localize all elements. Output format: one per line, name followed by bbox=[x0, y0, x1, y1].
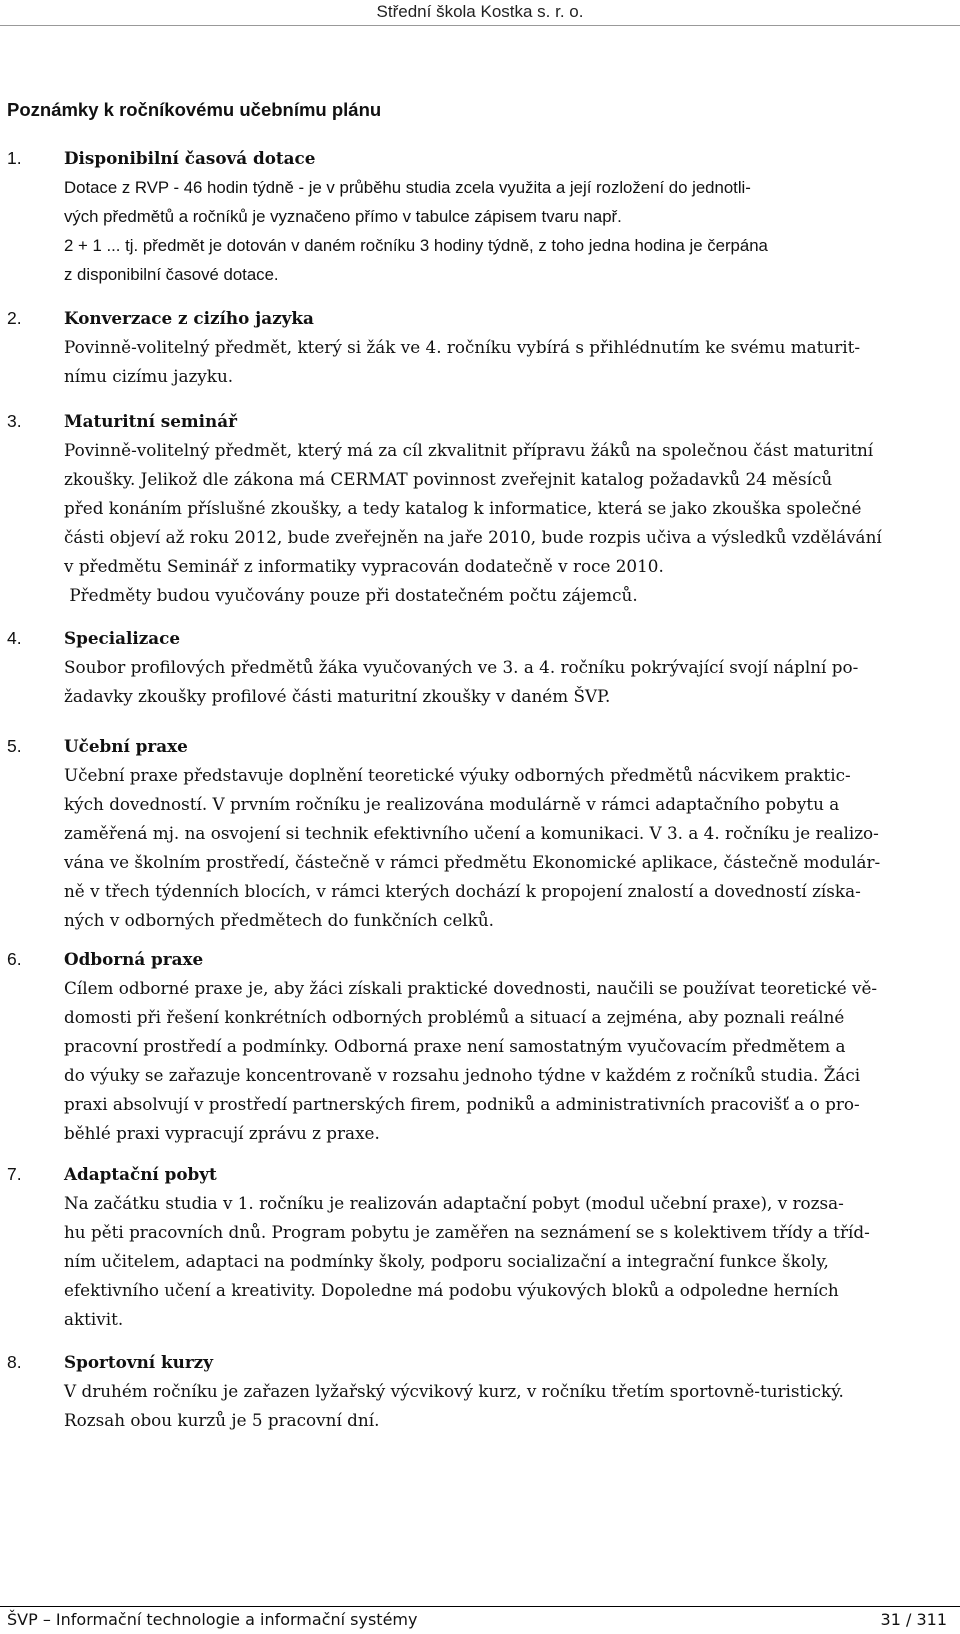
section-line: 2 + 1 ... tj. předmět je dotován v daném ročníku 3 hodiny týdně, z toho jedna hodina je čerpána bbox=[64, 236, 768, 255]
section-line: ných v odborných předmětech do funkčních celků. bbox=[64, 910, 494, 930]
section-line: vána ve školním prostředí, částečně v rámci předmětu Ekonomické aplikace, částečně modulár- bbox=[64, 852, 881, 872]
section-line: domosti při řešení konkrétních odborných problémů a situací a zejména, aby poznali reálné bbox=[64, 1007, 845, 1027]
document-title: Poznámky k ročníkovému učebnímu plánu bbox=[7, 99, 382, 120]
section-line: zkoušky. Jelikož dle zákona má CERMAT povinnost zveřejnit katalog požadavků 24 měsíců bbox=[64, 469, 833, 489]
section-line: Na začátku studia v 1. ročníku je realizován adaptační pobyt (modul učební praxe), v rozsa- bbox=[64, 1193, 844, 1213]
header-divider bbox=[0, 25, 960, 26]
section-line: Cílem odborné praxe je, aby žáci získali praktické dovednosti, naučili se používat teoretické vě- bbox=[64, 978, 878, 998]
section-line: do výuky se zařazuje koncentrovaně v rozsahu jednoho týdne v každém z ročníků studia. Žáci bbox=[64, 1065, 861, 1085]
section-line: ně v třech týdenních blocích, v rámci kterých dochází k propojení znalostí a dovedností získa- bbox=[64, 881, 861, 901]
section-5 bbox=[7, 732, 947, 935]
section-line: Soubor profilových předmětů žáka vyučovaných ve 3. a 4. ročníku pokrývající svojí náplní po- bbox=[64, 657, 859, 677]
section-number: 1. bbox=[7, 148, 22, 168]
section-number: 5. bbox=[7, 736, 22, 756]
section-line: hu pěti pracovních dnů. Program pobytu je zaměřen na seznámení se s kolektivem třídy a tříd- bbox=[64, 1222, 870, 1242]
section-line: části objeví až roku 2012, bude zveřejněn na jaře 2010, bude rozpis učiva a výsledků vzdělávání bbox=[64, 527, 882, 547]
section-4 bbox=[7, 624, 947, 711]
section-heading: Sportovní kurzy bbox=[64, 1352, 213, 1372]
section-line: zaměřená mj. na osvojení si technik efektivního učení a komunikaci. V 3. a 4. ročníku je realizo- bbox=[64, 823, 879, 843]
school-name: Střední škola Kostka s. r. o. bbox=[376, 2, 584, 21]
section-line: ním učitelem, adaptaci na podmínky školy, podporu socializační a integrační funkce školy, bbox=[64, 1251, 829, 1271]
section-line: v předmětu Seminář z informatiky vypracován dodatečně v roce 2010. bbox=[64, 556, 664, 576]
section-heading: Maturitní seminář bbox=[64, 411, 237, 431]
section-line: pracovní prostředí a podmínky. Odborná praxe není samostatným vyučovacím předmětem a bbox=[64, 1036, 846, 1056]
section-6 bbox=[7, 945, 947, 1148]
section-heading: Odborná praxe bbox=[64, 949, 204, 969]
section-number: 3. bbox=[7, 411, 22, 431]
section-line: V druhém ročníku je zařazen lyžařský výcvikový kurz, v ročníku třetím sportovně-turistický. bbox=[64, 1381, 844, 1401]
section-line: Učební praxe představuje doplnění teoretické výuky odborných předmětů nácvikem praktic- bbox=[64, 765, 851, 785]
section-line: aktivit. bbox=[64, 1309, 124, 1329]
section-line: z disponibilní časové dotace. bbox=[64, 265, 279, 284]
page-header bbox=[0, 2, 960, 22]
section-heading: Adaptační pobyt bbox=[64, 1164, 217, 1184]
section-line: Předměty budou vyučovány pouze při dostatečném počtu zájemců. bbox=[64, 585, 638, 605]
section-heading: Učební praxe bbox=[64, 736, 188, 756]
section-line: kých dovedností. V prvním ročníku je realizována modulárně v rámci adaptačního pobytu a bbox=[64, 794, 840, 814]
section-line: Povinně-volitelný předmět, který má za cíl zkvalitnit přípravu žáků na společnou část maturitní bbox=[64, 440, 874, 460]
section-7 bbox=[7, 1160, 947, 1334]
section-line: Rozsah obou kurzů je 5 pracovní dní. bbox=[64, 1410, 380, 1430]
section-number: 7. bbox=[7, 1164, 22, 1184]
section-8 bbox=[7, 1348, 947, 1435]
section-heading: Konverzace z cizího jazyka bbox=[64, 308, 314, 328]
section-heading: Disponibilní časová dotace bbox=[64, 148, 316, 168]
footer-document-name: ŠVP – Informační technologie a informační systémy bbox=[7, 1610, 418, 1629]
section-line: Povinně-volitelný předmět, který si žák ve 4. ročníku vybírá s přihlédnutím ke svému maturit- bbox=[64, 337, 861, 357]
section-number: 2. bbox=[7, 308, 22, 328]
section-2 bbox=[7, 304, 947, 391]
section-line: nímu cizímu jazyku. bbox=[64, 366, 234, 386]
section-line: před konáním příslušné zkoušky, a tedy katalog k informatice, která se jako zkouška společné bbox=[64, 498, 862, 518]
section-line: žadavky zkoušky profilové části maturitní zkoušky v daném ŠVP. bbox=[64, 686, 611, 706]
section-heading: Specializace bbox=[64, 628, 181, 648]
section-1 bbox=[7, 144, 947, 289]
section-3 bbox=[7, 407, 947, 610]
footer-divider bbox=[0, 1606, 960, 1607]
section-line: běhlé praxi vypracují zprávu z praxe. bbox=[64, 1123, 380, 1143]
section-number: 4. bbox=[7, 628, 22, 648]
section-line: vých předmětů a ročníků je vyznačeno přímo v tabulce zápisem tvaru např. bbox=[64, 207, 622, 226]
section-number: 8. bbox=[7, 1352, 22, 1372]
section-line: praxi absolvují v prostředí partnerských firem, podniků a administrativních pracovišť a o pro- bbox=[64, 1094, 860, 1114]
section-line: Dotace z RVP - 46 hodin týdně - je v průběhu studia zcela využita a její rozložení do jednotli- bbox=[64, 178, 751, 197]
page-number: 31 / 311 bbox=[880, 1610, 947, 1629]
section-number: 6. bbox=[7, 949, 22, 969]
section-line: efektivního učení a kreativity. Dopoledne má podobu výukových bloků a odpoledne herních bbox=[64, 1280, 839, 1300]
